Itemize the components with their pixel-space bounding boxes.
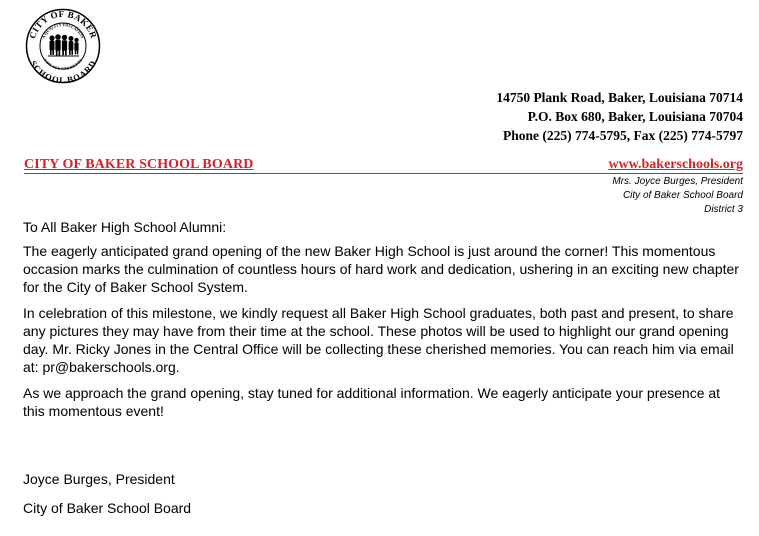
signer-name: Mrs. Joyce Burges, President — [612, 176, 743, 187]
letter-body — [23, 218, 743, 428]
street-address: 14750 Plank Road, Baker, Louisiana 70714 — [496, 90, 743, 105]
header-divider — [24, 173, 743, 174]
logo-bottom-text: SCHOOL BOARD — [27, 58, 99, 84]
po-box-address: P.O. Box 680, Baker, Louisiana 70704 — [527, 109, 743, 124]
school-board-seal-logo — [25, 8, 101, 84]
letter-paragraph-2: In celebration of this milestone, we kindly request all Baker High School graduates, both past and present, to share any pictures they may have from their time at the school. These photos will be used to highlight our grand opening day. Mr. Ricky Jones in the Central Office will be collecting these cherished memories. You can reach him via email at: pr@bakerschools.org. — [23, 305, 734, 375]
org-name-heading: CITY OF BAKER SCHOOL BOARD — [24, 157, 254, 172]
website-link[interactable]: www.bakerschools.org — [608, 157, 743, 172]
address-block — [496, 88, 743, 145]
signature-name: Joyce Burges, President — [23, 471, 175, 487]
logo-top-text: CITY OF BAKER — [27, 8, 99, 40]
signature-org: City of Baker School Board — [23, 500, 192, 516]
logo-inner-bottom-text: FOR ALL STUDENTS — [42, 57, 84, 72]
phone-fax: Phone (225) 774-5795, Fax (225) 774-5797 — [503, 128, 743, 143]
letter-paragraph-3: As we approach the grand opening, stay tuned for additional information. We eagerly anticipate your presence at this momentous event! — [23, 385, 721, 419]
signer-block — [612, 175, 743, 217]
signer-org: City of Baker School Board — [622, 190, 743, 201]
signer-district: District 3 — [704, 204, 743, 215]
letter-paragraph-1: The eagerly anticipated grand opening of the new Baker High School is just around the corner! This momentous occasion marks the culmination of countless hours of hard work and dedication, ushering in an exciting new chapter for the City of Baker School System. — [23, 243, 739, 295]
letter-greeting: To All Baker High School Alumni: — [23, 219, 227, 235]
logo-inner-top-text: A QUALITY EDUCATION — [40, 21, 86, 40]
